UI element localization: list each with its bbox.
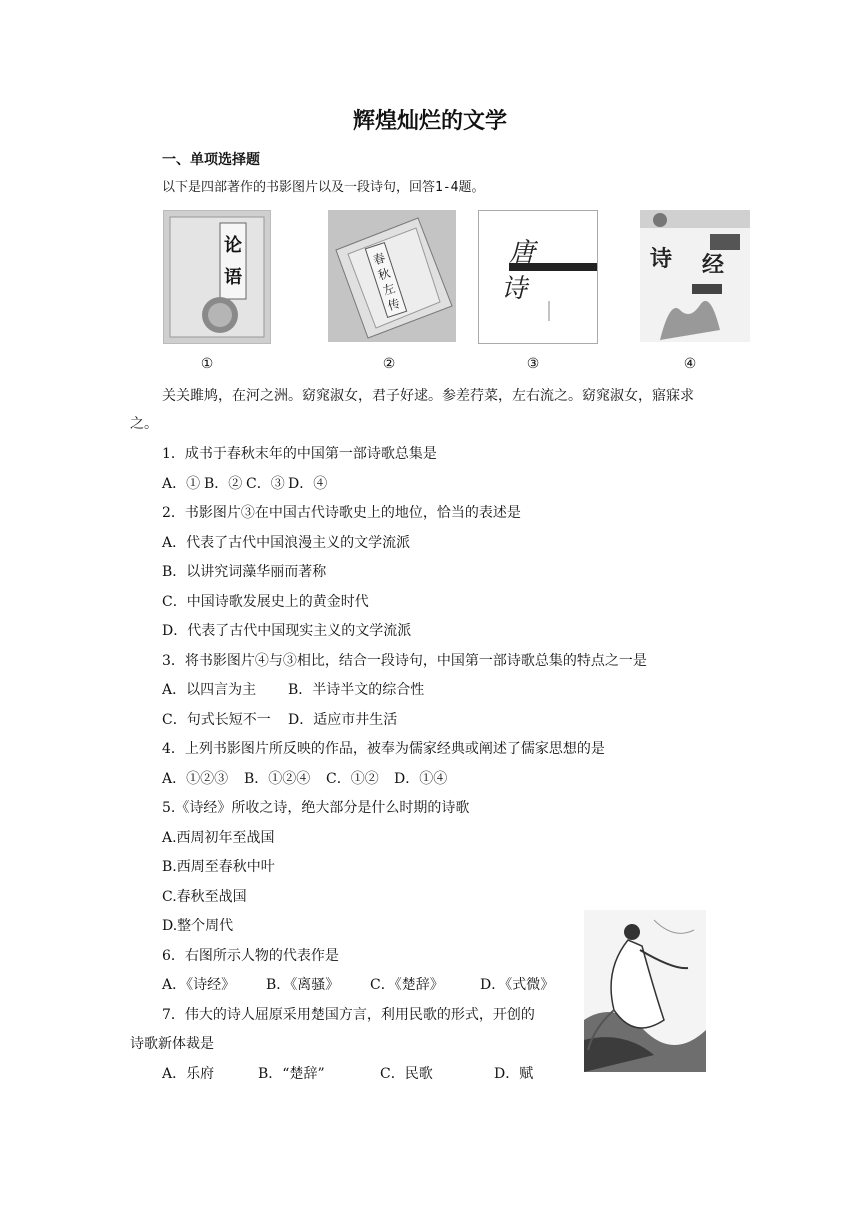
q6-option-a[interactable]: A．《诗经》 (162, 977, 236, 993)
q5-option-a[interactable]: A.西周初年至战国 (162, 830, 275, 846)
q2-option-b[interactable]: B．以讲究词藻华丽而著称 (162, 564, 327, 580)
q4-option-d[interactable]: D．①④ (394, 771, 448, 787)
q5-option-b[interactable]: B.西周至春秋中叶 (162, 859, 275, 875)
q2-option-a[interactable]: A．代表了古代中国浪漫主义的文学流派 (162, 535, 411, 551)
question-4-options (162, 769, 447, 789)
svg-text:春: 春 (371, 250, 388, 268)
q4-option-b[interactable]: B．①②④ (244, 771, 311, 787)
q4-option-a[interactable]: A．①②③ (162, 771, 229, 787)
q3-option-d[interactable]: D．适应市井生活 (288, 712, 398, 728)
question-7-options (162, 1064, 533, 1084)
q3-option-a[interactable]: A．以四言为主 (162, 682, 257, 698)
caption-1: ① (200, 356, 214, 372)
shijing-book-cover-icon (640, 210, 750, 342)
q1-option-a[interactable]: A．① (162, 476, 201, 492)
svg-text:唐: 唐 (509, 238, 536, 268)
question-3: 3．将书影图片④与③相比，结合一段诗句，中国第一部诗歌总集的特点之一是 (162, 653, 647, 669)
caption-3: ③ (526, 356, 540, 372)
question-7-line-2: 诗歌新体裁是 (130, 1036, 214, 1052)
question-5: 5.《诗经》所收之诗，绝大部分是什么时期的诗歌 (162, 800, 470, 816)
q2-option-d[interactable]: D．代表了古代中国现实主义的文学流派 (162, 623, 412, 639)
q7-option-c[interactable]: C．民歌 (380, 1066, 433, 1082)
q1-option-d[interactable]: D．④ (288, 476, 328, 492)
section-heading: 一、单项选择题 (162, 152, 260, 168)
question-3-options-cd (162, 710, 397, 730)
q4-option-c[interactable]: C．①② (326, 771, 379, 787)
svg-text:左: 左 (381, 280, 397, 299)
svg-text:经: 经 (702, 252, 725, 278)
lunyu-book-cover-icon (163, 210, 271, 344)
q7-option-d[interactable]: D．赋 (494, 1066, 534, 1082)
quyuan-portrait-icon (584, 910, 706, 1072)
question-6-options (162, 975, 554, 995)
svg-text:诗: 诗 (501, 274, 528, 304)
chunqiu-book-cover-icon (328, 210, 456, 342)
lunyu-char-1: 论 (224, 235, 242, 256)
question-3-options-ab (162, 680, 424, 700)
svg-text:秋: 秋 (376, 265, 393, 283)
q3-option-b[interactable]: B．半诗半文的综合性 (288, 682, 425, 698)
q1-option-c[interactable]: C．③ (246, 476, 285, 492)
q6-option-b[interactable]: B．《离骚》 (266, 977, 340, 993)
q2-option-c[interactable]: C．中国诗歌发展史上的黄金时代 (162, 594, 369, 610)
tangshi-book-cover-icon (478, 210, 598, 344)
poem-line-1: 关关雎鸠，在河之洲。窈窕淑女，君子好逑。参差荇菜，左右流之。窈窕淑女，寤寐求 (162, 388, 694, 404)
svg-text:传: 传 (386, 296, 402, 314)
q7-option-a[interactable]: A．乐府 (162, 1066, 215, 1082)
caption-2: ② (382, 356, 396, 372)
question-1-options (162, 474, 327, 494)
intro-text: 以下是四部著作的书影图片以及一段诗句，回答1-4题。 (162, 180, 485, 195)
q1-option-b[interactable]: B．② (204, 476, 243, 492)
q3-option-c[interactable]: C．句式长短不一 (162, 712, 271, 728)
question-7-line-1: 7．伟大的诗人屈原采用楚国方言，利用民歌的形式，开创的 (162, 1007, 535, 1023)
question-4: 4．上列书影图片所反映的作品，被奉为儒家经典或阐述了儒家思想的是 (162, 741, 605, 757)
poem-line-2: 之。 (130, 416, 158, 432)
q5-option-c[interactable]: C.春秋至战国 (162, 889, 247, 905)
lunyu-char-2: 语 (224, 267, 242, 288)
caption-4: ④ (683, 356, 697, 372)
page-title: 辉煌灿烂的文学 (352, 109, 507, 134)
svg-text:诗: 诗 (650, 246, 673, 272)
q6-option-c[interactable]: C．《楚辞》 (370, 977, 444, 993)
q7-option-b[interactable]: B．“楚辞” (258, 1066, 325, 1082)
question-2: 2．书影图片③在中国古代诗歌史上的地位，恰当的表述是 (162, 505, 521, 521)
q5-option-d[interactable]: D.整个周代 (162, 918, 234, 934)
q6-option-d[interactable]: D．《式微》 (480, 977, 555, 993)
question-1: 1．成书于春秋末年的中国第一部诗歌总集是 (162, 446, 437, 462)
question-6: 6．右图所示人物的代表作是 (162, 948, 339, 964)
